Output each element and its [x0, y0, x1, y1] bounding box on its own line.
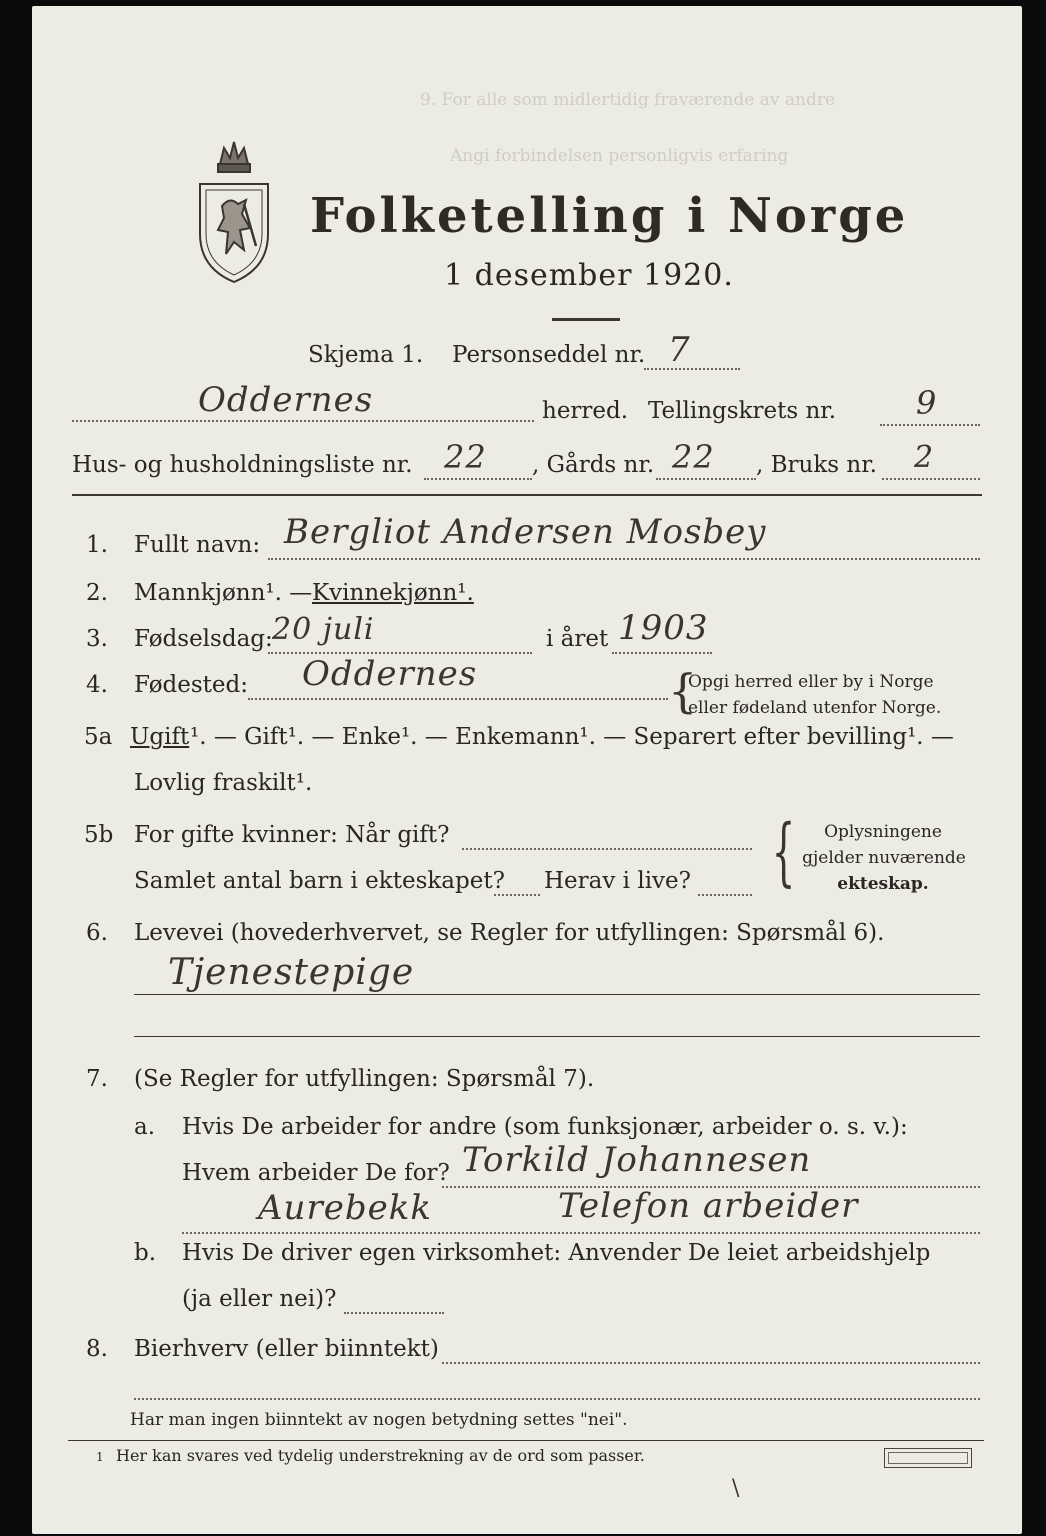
birth-year-field[interactable] — [612, 652, 712, 654]
q5a-divorced-option[interactable]: Lovlig fraskilt¹. — [134, 770, 313, 796]
footnote-text: Her kan svares ved tydelig understrekning av de ord som passer. — [116, 1446, 645, 1465]
bruks-field[interactable] — [882, 478, 980, 480]
gards-field[interactable] — [656, 478, 756, 480]
full-name-value: Bergliot Andersen Mosbey — [284, 512, 767, 552]
q7a-number: a. — [134, 1114, 156, 1140]
tellingskrets-field[interactable] — [880, 424, 980, 426]
q5a-status-options[interactable]: ¹. — Gift¹. — Enke¹. — Enkemann¹. — Separert efter bevilling¹. — — [190, 724, 954, 750]
q2-male-option[interactable]: Mannkjønn¹. — — [134, 580, 313, 606]
q5b-note-line3: ekteskap. — [837, 874, 929, 894]
q5b-children-label: Samlet antal barn i ekteskapet? — [134, 868, 505, 894]
q6-number: 6. — [86, 920, 108, 946]
q7-number: 7. — [86, 1066, 108, 1092]
occupation-line-1[interactable] — [134, 994, 980, 995]
q2-number: 2. — [86, 580, 108, 606]
married-date-field[interactable] — [462, 848, 752, 850]
q3-label: Fødselsdag: — [134, 626, 273, 652]
q8-label: Bierhverv (eller biinntekt) — [134, 1336, 439, 1362]
q1-number: 1. — [86, 532, 108, 558]
q5a-number: 5a — [84, 724, 113, 750]
employer-role-value: Telefon arbeider — [558, 1186, 859, 1226]
q5b-number: 5b — [84, 822, 114, 848]
q8-number: 8. — [86, 1336, 108, 1362]
q4-note-line1: Opgi herred eller by i Norge — [688, 672, 934, 692]
birthplace-field[interactable] — [248, 698, 668, 700]
q4-number: 4. — [86, 672, 108, 698]
q6-label: Levevei (hovederhvervet, se Regler for utfyllingen: Spørsmål 6). — [134, 920, 885, 946]
herred-field[interactable] — [72, 420, 534, 422]
bruks-value: 2 — [914, 440, 935, 475]
birth-year-value: 1903 — [618, 608, 709, 648]
children-alive-field[interactable] — [698, 894, 752, 896]
occupation-line-2[interactable] — [134, 1036, 980, 1037]
bleed-through-text: Angi forbindelsen personligvis erfaring — [450, 146, 789, 166]
hus-field[interactable] — [424, 478, 532, 480]
gards-value: 22 — [672, 438, 715, 476]
birthplace-value: Oddernes — [302, 654, 478, 694]
side-income-field-line2[interactable] — [134, 1398, 980, 1400]
tellingskrets-value: 9 — [916, 384, 938, 422]
bruks-label: , Bruks nr. — [756, 452, 877, 478]
tellingskrets-label: Tellingskrets nr. — [648, 398, 837, 424]
nei-instruction: Har man ingen biinntekt av nogen betydning settes "nei". — [130, 1410, 628, 1430]
printer-stamp-icon — [884, 1448, 972, 1468]
q5b-note-line2: gjelder nuværende — [802, 848, 966, 868]
census-form-sheet — [32, 6, 1022, 1534]
occupation-value: Tjenestepige — [168, 952, 415, 993]
census-date: 1 desember 1920. — [444, 258, 734, 293]
personseddel-value: 7 — [668, 330, 691, 370]
header-divider — [72, 494, 982, 496]
q7b-label: Hvis De driver egen virksomhet: Anvender De leiet arbeidshjelp — [182, 1240, 931, 1266]
employer-value: Torkild Johannesen — [462, 1140, 812, 1180]
note-brace: { — [668, 664, 698, 718]
gards-label: , Gårds nr. — [532, 452, 655, 478]
q2-female-option[interactable]: Kvinnekjønn¹. — [312, 580, 474, 606]
norwegian-coat-of-arms-icon — [190, 134, 278, 286]
q7b-label-line2: (ja eller nei)? — [182, 1286, 337, 1312]
hus-label: Hus- og husholdningsliste nr. — [72, 452, 413, 478]
birthday-value: 20 juli — [272, 612, 375, 647]
q4-label: Fødested: — [134, 672, 249, 698]
q5b-note-line1: Oplysningene — [824, 822, 942, 842]
bleed-through-text: 9. For alle som midlertidig fraværende av andre — [420, 90, 836, 110]
q3-number: 3. — [86, 626, 108, 652]
q5b-alive-label: Herav i live? — [544, 868, 691, 894]
footnote-divider — [68, 1440, 984, 1441]
q1-label: Fullt navn: — [134, 532, 261, 558]
page-title: Folketelling i Norge — [310, 188, 909, 244]
q5a-ugift-option[interactable]: Ugift — [130, 724, 190, 750]
title-divider — [552, 318, 620, 321]
employer-location-value: Aurebekk — [258, 1188, 432, 1228]
hired-help-field[interactable] — [344, 1312, 444, 1314]
full-name-field[interactable] — [268, 558, 980, 560]
personseddel-field[interactable] — [644, 368, 740, 370]
herred-label: herred. — [542, 398, 629, 424]
q5b-married-label: For gifte kvinner: Når gift? — [134, 822, 450, 848]
footnote-marker: 1 — [96, 1450, 104, 1464]
side-income-field[interactable] — [442, 1362, 980, 1364]
hus-value: 22 — [444, 438, 487, 476]
skjema-label: Skjema 1. — [308, 342, 424, 368]
employer-field-line2[interactable] — [182, 1232, 980, 1234]
q4-note-line2: eller fødeland utenfor Norge. — [688, 698, 942, 718]
ink-mark: \ — [732, 1476, 740, 1501]
q7a-label: Hvis De arbeider for andre (som funksjonær, arbeider o. s. v.): — [182, 1114, 908, 1140]
q7-label: (Se Regler for utfyllingen: Spørsmål 7). — [134, 1066, 595, 1092]
note-brace: { — [771, 809, 796, 895]
children-count-field[interactable] — [494, 894, 540, 896]
q7b-number: b. — [134, 1240, 157, 1266]
herred-value: Oddernes — [198, 380, 374, 420]
q3-year-label: i året — [546, 626, 609, 652]
q7a-employer-label: Hvem arbeider De for? — [182, 1160, 450, 1186]
personseddel-label: Personseddel nr. — [452, 342, 646, 368]
